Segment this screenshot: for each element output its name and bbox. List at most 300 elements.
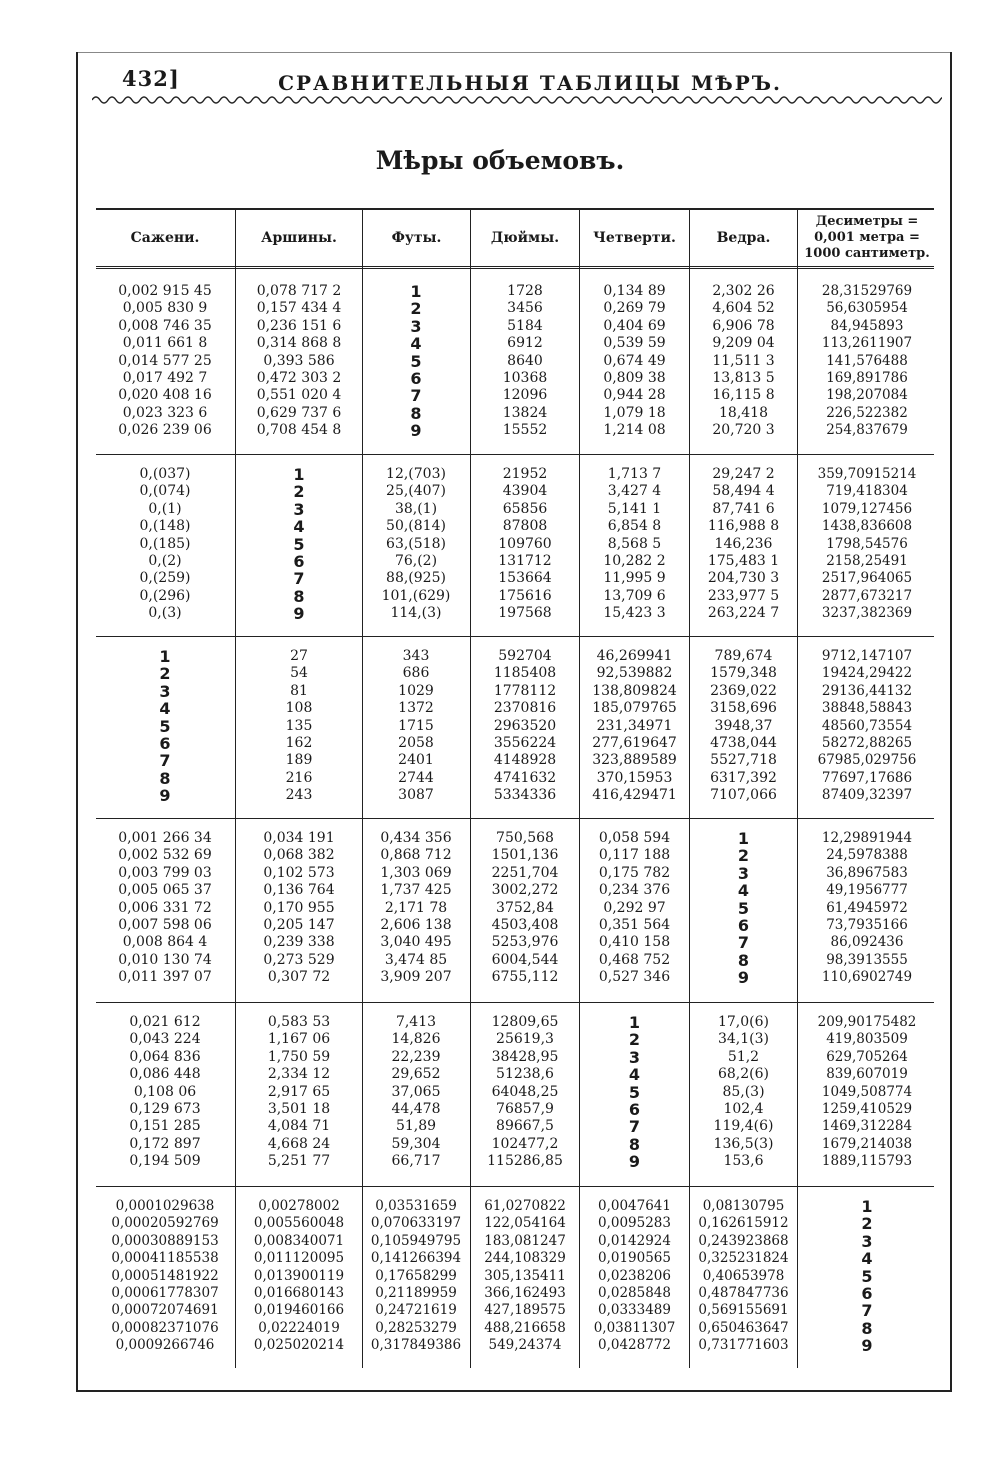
table-cell: 122,054164 [484,1215,566,1232]
table-cell: 0,487847736 [698,1284,789,1301]
table-cell: 34,1(3) [717,1031,769,1048]
table-cell: 2369,022 [710,682,777,699]
table-cell: 1259,410529 [821,1100,913,1117]
table-cell: 0,021 612 [129,1014,201,1030]
table-cell: 1469,312284 [821,1118,913,1135]
table-cell: 1,167 06 [267,1031,331,1048]
table-cell: 0,731771603 [698,1337,789,1354]
table-cell: 254,837679 [826,422,908,439]
table-cell: 0,102 573 [263,864,335,881]
table-cell: 1,713 7 [607,466,662,482]
table-cell: 4,604 52 [712,300,775,317]
table-cell: 6,854 8 [607,518,662,535]
table-cell: 0,569155691 [698,1302,789,1319]
table-cell: 7 [861,1301,873,1321]
block-6-column-futy [365,1198,467,1355]
table-cell: 305,135411 [484,1267,566,1284]
table-cell: 11,511 3 [712,352,775,369]
table-cell: 1,750 59 [267,1048,331,1065]
table-cell: 44,478 [391,1100,441,1117]
table-cell: 1579,348 [710,665,777,682]
table-cell: 64048,25 [491,1083,559,1100]
table-cell: 0,317849386 [370,1337,462,1354]
table-cell: 226,522382 [826,404,908,421]
table-cell: 0,008 746 35 [118,317,212,334]
table-cell: 12,29891944 [821,830,913,846]
table-cell: 323,889589 [592,752,677,769]
table-cell: 7,413 [395,1014,437,1030]
table-cell: 6 [628,1099,641,1119]
table-cell: 0,0238206 [597,1267,671,1284]
table-cell: 81 [290,682,308,699]
block-6-column-chetverti [582,1198,687,1355]
table-cell: 789,674 [714,648,773,664]
table-cell: 13824 [502,404,548,421]
table-cell: 15,423 3 [603,605,666,622]
table-cell: 86,092436 [830,934,904,951]
table-cell: 9712,147107 [821,648,913,664]
column-header-sazheni: Сажени. [130,229,200,246]
table-cell: 56,6305954 [826,300,908,317]
table-cell: 1438,836608 [821,518,913,535]
table-cell: 0,157 434 4 [256,300,342,317]
table-cell: 1 [293,465,305,484]
table-cell: 2517,964065 [821,570,913,587]
table-cell: 10,282 2 [603,552,666,569]
table-cell: 5 [293,534,305,554]
table-cell: 0,(3) [148,605,182,622]
table-cell: 2370816 [493,700,557,717]
table-cell: 686 [402,665,430,682]
table-cell: 1679,214038 [821,1135,913,1152]
table-cell: 2 [410,299,422,319]
table-cell: 0,03811307 [593,1319,676,1336]
table-cell: 76857,9 [496,1100,554,1117]
table-cell: 119,4(6) [713,1118,774,1135]
table-cell: 366,162493 [484,1284,566,1301]
table-cell: 109760 [498,535,552,552]
table-cell: 87,741 6 [712,500,775,517]
table-cell: 68,2(6) [717,1066,769,1083]
table-cell: 370,15953 [596,769,673,786]
table-cell: 5,141 1 [607,500,662,517]
table-cell: 2 [159,664,171,684]
page-number: 432] [122,66,180,91]
table-cell: 1 [410,282,422,301]
block-1-column-arshiny [239,283,359,440]
table-cell: 8 [861,1318,873,1338]
block-4-column-dyuimy [473,830,577,987]
table-cell: 427,189575 [484,1302,566,1319]
table-cell: 1889,115793 [821,1153,913,1170]
table-cell: 2251,704 [491,864,559,881]
table-cell: 43904 [502,483,548,500]
table-cell: 9 [628,1152,641,1172]
table-cell: 19424,29422 [821,665,913,682]
table-cell: 488,216658 [484,1319,566,1336]
table-cell: 29,247 2 [712,466,775,482]
table-cell: 1 [159,647,171,666]
table-cell: 1,303 069 [380,864,452,881]
table-cell: 231,34971 [596,717,673,734]
table-cell: 1185408 [493,665,557,682]
table-cell: 2,606 138 [380,916,452,933]
block-3-column-sazheni [100,648,230,805]
table-cell: 13,709 6 [603,587,666,604]
table-cell: 0,00278002 [258,1198,340,1214]
table-cell: 2,302 26 [712,283,775,299]
table-cell: 0,151 285 [129,1118,201,1135]
table-cell: 1501,136 [491,847,559,864]
table-cell: 101,(629) [381,587,451,604]
table-cell: 0,583 53 [267,1014,331,1030]
table-cell: 20,720 3 [712,422,775,439]
table-cell: 15552 [502,422,548,439]
table-cell: 0,21189959 [375,1284,457,1301]
table-cell: 0,0047641 [597,1198,671,1214]
table-cell: 28,31529769 [821,283,913,299]
table-cell: 0,00041185538 [111,1250,219,1267]
table-cell: 2401 [398,752,434,769]
column-header-dyuimy: Дюймы. [490,229,560,246]
table-cell: 0,650463647 [698,1319,789,1336]
table-cell: 54 [290,665,308,682]
table-cell: 138,809824 [592,682,677,699]
table-cell: 0,0190565 [597,1250,671,1267]
table-cell: 8640 [507,352,543,369]
table-cell: 2158,25491 [826,552,908,569]
table-cell: 3,909 207 [380,969,452,986]
table-cell: 8 [410,403,422,423]
table-cell: 6 [410,368,422,388]
table-cell: 0,40653978 [702,1267,785,1284]
table-cell: 263,224 7 [707,605,780,622]
block-3-column-chetverti [582,648,687,805]
table-cell: 0,005 065 37 [118,882,212,899]
table-cell: 3158,696 [710,700,777,717]
block-6-column-vedra [692,1198,795,1355]
table-cell: 629,705264 [826,1048,908,1065]
table-cell: 102477,2 [491,1135,559,1152]
table-cell: 76,(2) [394,552,438,569]
table-cell: 3237,382369 [821,605,913,622]
table-cell: 29,652 [391,1066,441,1083]
table-cell: 0,141266394 [370,1250,462,1267]
table-cell: 37,065 [391,1083,441,1100]
table-cell: 592704 [498,648,552,664]
table-cell: 416,429471 [592,787,677,804]
table-cell: 61,4945972 [826,899,908,916]
block-6-column-sazheni [100,1198,230,1355]
table-cell: 3948,37 [714,717,773,734]
table-cell: 5184 [507,317,543,334]
table-cell: 12809,65 [491,1014,559,1030]
block-4-column-futy [365,830,467,987]
column-divider-3 [470,210,471,1368]
column-divider-4 [579,210,580,1368]
table-cell: 0,00020592769 [111,1215,219,1232]
table-cell: 3,040 495 [380,934,452,951]
table-cell: 162 [285,734,313,751]
table-cell: 87409,32397 [821,787,913,804]
table-cell: 0,078 717 2 [256,283,342,299]
table-cell: 87808 [502,518,548,535]
table-cell: 0,00051481922 [111,1267,219,1284]
table-cell: 0,002 915 45 [118,283,212,299]
table-cell: 1029 [398,682,434,699]
table-cell: 0,205 147 [263,916,335,933]
table-cell: 50,(814) [386,518,446,535]
table-cell: 0,194 509 [129,1153,201,1170]
table-cell: 66,717 [391,1153,441,1170]
block-2-column-chetverti [582,466,687,623]
table-cell: 0,025020214 [253,1337,345,1354]
table-cell: 110,6902749 [821,969,913,986]
table-cell: 8 [737,950,750,970]
block-4-column-sazheni [100,830,230,987]
table-cell: 58272,88265 [821,734,913,751]
table-cell: 1,737 425 [380,882,452,899]
table-cell: 0,(296) [139,587,191,604]
table-cell: 1715 [398,717,434,734]
block-rule-3 [96,818,934,819]
table-cell: 3 [628,1047,641,1067]
block-5-column-futy [365,1014,467,1171]
table-cell: 6 [861,1283,873,1303]
table-cell: 0,011 661 8 [122,335,208,352]
table-cell: 5 [628,1082,641,1102]
table-cell: 0,472 303 2 [256,369,342,386]
table-cell: 183,081247 [484,1232,566,1249]
table-cell: 10368 [502,369,548,386]
table-cell: 3752,84 [496,899,554,916]
table-cell: 0,236 151 6 [256,317,342,334]
table-cell: 46,269941 [596,648,673,664]
table-cell: 0,020 408 16 [118,387,212,404]
table-cell: 9 [293,604,305,624]
table-cell: 233,977 5 [707,587,780,604]
table-cell: 85,(3) [722,1083,765,1100]
block-5-column-chetverti [582,1014,687,1171]
table-cell: 0,(037) [139,466,191,482]
table-cell: 0,(1) [148,500,182,517]
table-cell: 216 [285,769,313,786]
table-cell: 18,418 [719,404,768,421]
table-cell: 0,0001029638 [115,1198,215,1214]
block-4-column-chetverti [582,830,687,987]
table-cell: 0,001 266 34 [118,830,212,846]
table-cell: 24,5978388 [826,847,908,864]
table-cell: 175616 [498,587,552,604]
table-cell: 2,171 78 [384,899,448,916]
table-cell: 6 [737,915,750,935]
table-cell: 9 [861,1336,873,1356]
table-cell: 4148928 [493,752,557,769]
table-cell: 0,08130795 [702,1198,785,1214]
table-cell: 3,474 85 [384,951,448,968]
table-cell: 2058 [398,734,434,751]
block-rule-1 [96,454,934,455]
table-cell: 1728 [507,283,543,299]
table-cell: 198,207084 [826,387,908,404]
block-4-column-vedra [692,830,795,987]
table-cell: 209,90175482 [817,1014,917,1030]
table-cell: 0,011 397 07 [118,969,212,986]
table-cell: 4,084 71 [267,1118,331,1135]
block-4-column-desimetry [800,830,934,987]
table-cell: 65856 [502,500,548,517]
block-3-column-futy [365,648,467,805]
table-cell: 0,234 376 [598,882,671,899]
table-cell: 5 [159,716,171,736]
table-cell: 77697,17686 [821,769,913,786]
table-cell: 277,619647 [592,734,677,751]
table-cell: 3 [159,681,171,701]
table-cell: 73,7935166 [826,916,908,933]
table-cell: 0,00072074691 [111,1302,219,1319]
table-cell: 0,(074) [139,483,191,500]
table-cell: 0,674 49 [603,352,666,369]
table-cell: 0,026 239 06 [118,422,212,439]
table-cell: 135 [285,717,313,734]
table-cell: 2963520 [493,717,557,734]
block-5-column-arshiny [239,1014,359,1171]
table-cell: 0,068 382 [263,847,335,864]
table-cell: 2744 [398,769,434,786]
table-cell: 2877,673217 [821,587,913,604]
table-cell: 51238,6 [496,1066,554,1083]
table-cell: 839,607019 [826,1066,908,1083]
table-cell: 25,(407) [386,483,446,500]
table-cell: 8 [293,586,305,606]
table-cell: 0,0428772 [597,1337,671,1354]
table-cell: 5 [737,898,750,918]
block-2-column-futy [365,466,467,623]
table-cell: 5 [410,351,422,371]
block-1-column-desimetry [800,283,934,440]
table-cell: 4738,044 [710,734,777,751]
table-cell: 1778112 [493,682,557,699]
table-cell: 0,00082371076 [111,1319,219,1336]
table-cell: 0,013900119 [253,1267,345,1284]
block-2-column-vedra [692,466,795,623]
table-cell: 51,89 [395,1118,437,1135]
table-cell: 1049,508774 [821,1083,913,1100]
table-cell: 4 [628,1065,641,1085]
table-cell: 0,404 69 [603,317,666,334]
block-rule-2 [96,636,934,637]
table-cell: 3087 [398,787,434,804]
table-cell: 21952 [502,466,548,482]
table-cell: 88,(925) [386,570,446,587]
table-cell: 1,079 18 [603,404,666,421]
block-rule-4 [96,1002,934,1003]
table-cell: 0,(259) [139,570,191,587]
table-cell: 12096 [502,387,548,404]
table-cell: 0,551 020 4 [256,387,342,404]
table-cell: 0,011120095 [253,1250,345,1267]
table-cell: 0,243923868 [698,1232,789,1249]
table-cell: 108 [285,700,313,717]
column-header-desimetry: Десиметры = 0,001 метра = 1000 сантиметр. [804,214,930,261]
table-cell: 3 [861,1231,873,1251]
table-cell: 750,568 [496,830,554,846]
block-1-column-vedra [692,283,795,440]
block-2-column-desimetry [800,466,934,623]
block-6-column-arshiny [239,1198,359,1355]
table-cell: 0,162615912 [698,1215,789,1232]
table-cell: 0,28253279 [375,1319,457,1336]
table-cell: 6 [293,551,305,571]
table-cell: 9 [159,786,171,806]
table-cell: 2,334 12 [267,1066,331,1083]
table-cell: 61,0270822 [484,1198,566,1214]
table-cell: 3556224 [493,734,557,751]
table-cell: 38,(1) [394,500,438,517]
table-cell: 3 [410,316,422,336]
table-cell: 0,410 158 [598,934,671,951]
table-cell: 4503,408 [491,916,559,933]
table-cell: 4741632 [493,769,557,786]
table-cell: 146,236 [714,535,773,552]
table-cell: 38848,58843 [821,700,913,717]
table-cell: 0,117 188 [598,847,671,864]
block-1-column-chetverti [582,283,687,440]
table-cell: 0,017 492 7 [122,369,208,386]
table-cell: 0,034 191 [263,830,335,846]
table-cell: 0,108 06 [133,1083,197,1100]
table-cell: 169,891786 [826,369,908,386]
block-1-column-futy [365,283,467,440]
table-cell: 5,251 77 [267,1153,331,1170]
table-cell: 1 [737,829,750,848]
table-cell: 9 [410,421,422,441]
table-cell: 3,427 4 [607,483,662,500]
block-3-column-dyuimy [473,648,577,805]
table-cell: 7 [159,751,171,771]
block-1-column-dyuimy [473,283,577,440]
table-cell: 0,393 586 [263,352,335,369]
table-cell: 0,136 764 [263,882,335,899]
table-cell: 7 [737,933,750,953]
table-cell: 0,005 830 9 [122,300,208,317]
table-cell: 8 [159,768,171,788]
table-cell: 0,527 346 [598,969,671,986]
table-cell: 2 [861,1214,873,1234]
table-cell: 0,175 782 [598,864,671,881]
table-cell: 3 [293,499,305,519]
table-cell: 63,(518) [386,535,446,552]
column-header-vedra: Ведра. [716,229,771,246]
column-header-futy: Футы. [391,229,442,246]
table-cell: 0,019460166 [253,1302,345,1319]
table-cell: 0,134 89 [603,283,666,299]
table-cell: 6 [159,733,171,753]
table-cell: 204,730 3 [707,570,780,587]
table-cell: 6912 [507,335,543,352]
table-cell: 4 [159,699,171,719]
table-cell: 0,314 868 8 [256,335,342,352]
table-cell: 6317,392 [710,769,777,786]
table-cell: 0,269 79 [603,300,666,317]
table-cell: 6004,544 [491,951,559,968]
table-cell: 0,006 331 72 [118,899,212,916]
table-cell: 5527,718 [710,752,777,769]
table-cell: 0,016680143 [253,1284,345,1301]
table-cell: 0,005560048 [253,1215,345,1232]
table-cell: 51,2 [727,1048,760,1065]
column-divider-6 [797,210,798,1368]
